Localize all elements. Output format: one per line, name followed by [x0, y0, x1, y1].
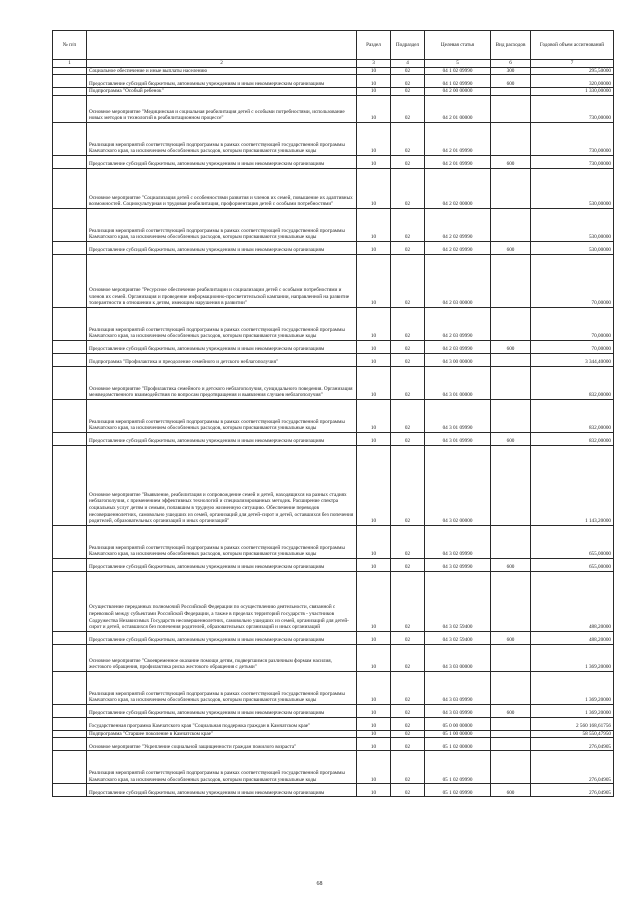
col-header-num: № п/п: [53, 31, 87, 60]
row-name: Основное мероприятие "Своевременное оказание помощи детям, подвергшимся различным формам насилия, жестокого обращения, профилактика риска жестокого обращения с детьми": [87, 644, 357, 671]
row-expense-type: 600: [491, 704, 531, 717]
col-number: 3: [357, 60, 391, 68]
row-num: [53, 704, 87, 717]
row-target-code: 04 2 02 00000: [425, 168, 491, 208]
row-expense-type: [491, 730, 531, 738]
row-target-code: 04 2 02 09990: [425, 241, 491, 254]
row-section: 10: [357, 122, 391, 155]
row-section: 10: [357, 558, 391, 571]
row-target-code: 04 2 01 00000: [425, 95, 491, 122]
row-amount: 655,00000: [531, 558, 614, 571]
row-expense-type: [491, 399, 531, 432]
row-subsection: 02: [391, 208, 425, 241]
row-section: 10: [357, 631, 391, 644]
row-amount: 1 330,00000: [531, 88, 614, 96]
row-num: [53, 445, 87, 525]
table-row: [53, 155, 614, 168]
row-name: Основное мероприятие "Ресурсное обеспечение реабилитации и социализации детей с особыми потребностями и членов их семей. Организация и проведение информационно-просветительской кампании, направленной на развитие толерантности в отношении к детям, имеющим нарушения в развитии": [87, 254, 357, 307]
row-section: 10: [357, 738, 391, 751]
row-expense-type: 600: [491, 432, 531, 445]
table-row: [53, 525, 614, 558]
row-amount: 832,00000: [531, 399, 614, 432]
row-expense-type: 600: [491, 558, 531, 571]
row-amount: 320,00000: [531, 75, 614, 88]
row-name: Предоставление субсидий бюджетным, автономным учреждениям и иным некоммерческим организациям: [87, 75, 357, 88]
row-num: [53, 254, 87, 307]
row-num: [53, 717, 87, 730]
row-section: 10: [357, 399, 391, 432]
row-section: 10: [357, 75, 391, 88]
row-name: Реализация мероприятий соответствующей подпрограммы в рамках соответствующей государственной программы Камчатского края, за исключением обособленных расходов, которым присваиваются уникальные коды: [87, 751, 357, 784]
row-num: [53, 399, 87, 432]
row-amount: 1 143,20000: [531, 445, 614, 525]
row-section: 10: [357, 366, 391, 399]
row-subsection: 02: [391, 571, 425, 631]
row-target-code: 04 2 00 00000: [425, 88, 491, 96]
row-target-code: 04 2 01 09990: [425, 122, 491, 155]
row-amount: 3 344,40000: [531, 353, 614, 366]
row-expense-type: [491, 122, 531, 155]
header-row: [53, 31, 614, 60]
row-subsection: 02: [391, 122, 425, 155]
budget-table: [52, 30, 614, 797]
table-row: [53, 88, 614, 96]
row-subsection: 02: [391, 644, 425, 671]
row-name: Социальное обеспечение и иные выплаты населению: [87, 67, 357, 75]
table-row: [53, 445, 614, 525]
table-body: [53, 67, 614, 797]
row-expense-type: [491, 738, 531, 751]
row-target-code: 04 2 03 09990: [425, 340, 491, 353]
row-amount: 1 369,20000: [531, 644, 614, 671]
row-name: Осуществление переданных полномочий Российской Федерации по осуществлению деятельности, связанной с перевозкой между субъектами Российской Федерации, а также в пределах территорий государств - участников Содружества Независимых Государств несовершеннолетних, самовольно ушедших из семей, организаций для детей-сирот и детей, оставшихся без попечения родителей, образовательных организаций и иных организаций: [87, 571, 357, 631]
table-row: [53, 122, 614, 155]
row-subsection: 02: [391, 631, 425, 644]
row-subsection: 02: [391, 168, 425, 208]
budget-table-sheet: [52, 30, 613, 797]
row-name: Предоставление субсидий бюджетным, автономным учреждениям и иным некоммерческим организациям: [87, 241, 357, 254]
row-subsection: 02: [391, 353, 425, 366]
row-target-code: 05 0 00 00000: [425, 717, 491, 730]
table-row: [53, 751, 614, 784]
column-number-row: [53, 60, 614, 68]
row-subsection: 02: [391, 525, 425, 558]
row-subsection: 02: [391, 445, 425, 525]
row-expense-type: [491, 751, 531, 784]
row-num: [53, 631, 87, 644]
row-expense-type: 600: [491, 784, 531, 797]
row-name: Реализация мероприятий соответствующей подпрограммы в рамках соответствующей государственной программы Камчатского края, за исключением обособленных расходов, которым присваиваются уникальные коды: [87, 307, 357, 340]
row-name: Предоставление субсидий бюджетным, автономным учреждениям и иным некоммерческим организациям: [87, 340, 357, 353]
row-target-code: 05 1 02 09990: [425, 784, 491, 797]
row-target-code: 04 3 03 00000: [425, 644, 491, 671]
row-expense-type: 600: [491, 340, 531, 353]
row-expense-type: [491, 571, 531, 631]
row-section: 10: [357, 307, 391, 340]
row-num: [53, 353, 87, 366]
row-subsection: 02: [391, 88, 425, 96]
row-num: [53, 730, 87, 738]
row-expense-type: [491, 671, 531, 704]
row-amount: 655,00000: [531, 525, 614, 558]
row-name: Предоставление субсидий бюджетным, автономным учреждениям и иным некоммерческим организациям: [87, 432, 357, 445]
row-section: 10: [357, 340, 391, 353]
row-target-code: 04 2 01 09990: [425, 155, 491, 168]
table-row: [53, 644, 614, 671]
row-name: Основное мероприятие "Укрепление социальной защищенности граждан пожилого возраста": [87, 738, 357, 751]
col-number: 6: [491, 60, 531, 68]
row-subsection: 02: [391, 95, 425, 122]
row-section: 10: [357, 241, 391, 254]
row-expense-type: [491, 445, 531, 525]
row-target-code: 04 1 02 09990: [425, 67, 491, 75]
col-header-section: Раздел: [357, 31, 391, 60]
row-amount: 2 560 168,61756: [531, 717, 614, 730]
row-section: 10: [357, 571, 391, 631]
row-amount: 70,00000: [531, 307, 614, 340]
row-subsection: 02: [391, 307, 425, 340]
row-subsection: 02: [391, 671, 425, 704]
row-num: [53, 432, 87, 445]
col-number: 2: [87, 60, 357, 68]
table-row: [53, 67, 614, 75]
row-amount: 730,00000: [531, 122, 614, 155]
row-expense-type: 600: [491, 75, 531, 88]
row-section: 10: [357, 784, 391, 797]
row-name: Основное мероприятие "Социализация детей с особенностями развития и членов их семей, повышение их адаптивных возможностей. Социокультурная и трудовая реабилитация, профориентация детей с особыми потребностями": [87, 168, 357, 208]
row-num: [53, 644, 87, 671]
col-header-exptype: Вид расходов: [491, 31, 531, 60]
row-num: [53, 67, 87, 75]
table-row: [53, 704, 614, 717]
row-name: Реализация мероприятий соответствующей подпрограммы в рамках соответствующей государственной программы Камчатского края, за исключением обособленных расходов, которым присваиваются уникальные коды: [87, 208, 357, 241]
table-row: [53, 631, 614, 644]
row-amount: 1 369,20000: [531, 704, 614, 717]
row-num: [53, 208, 87, 241]
row-amount: 530,00000: [531, 241, 614, 254]
row-expense-type: [491, 525, 531, 558]
row-target-code: 04 3 01 09990: [425, 399, 491, 432]
row-expense-type: 600: [491, 155, 531, 168]
row-num: [53, 241, 87, 254]
row-subsection: 02: [391, 155, 425, 168]
row-section: 10: [357, 704, 391, 717]
row-num: [53, 751, 87, 784]
table-row: [53, 307, 614, 340]
row-expense-type: [491, 254, 531, 307]
row-section: 10: [357, 95, 391, 122]
row-target-code: 04 1 02 09990: [425, 75, 491, 88]
row-name: Предоставление субсидий бюджетным, автономным учреждениям и иным некоммерческим организациям: [87, 631, 357, 644]
col-header-target: Целевая статья: [425, 31, 491, 60]
table-row: [53, 241, 614, 254]
table-row: [53, 340, 614, 353]
row-target-code: 05 1 02 00000: [425, 738, 491, 751]
row-target-code: 05 1 02 09990: [425, 751, 491, 784]
row-target-code: 04 3 01 00000: [425, 366, 491, 399]
row-num: [53, 168, 87, 208]
row-expense-type: [491, 353, 531, 366]
row-name: Предоставление субсидий бюджетным, автономным учреждениям и иным некоммерческим организациям: [87, 784, 357, 797]
row-target-code: 04 3 02 00000: [425, 445, 491, 525]
row-name: Предоставление субсидий бюджетным, автономным учреждениям и иным некоммерческим организациям: [87, 155, 357, 168]
row-subsection: 02: [391, 784, 425, 797]
row-name: Подпрограмма "Особый ребенок": [87, 88, 357, 96]
row-subsection: 02: [391, 704, 425, 717]
row-subsection: 02: [391, 738, 425, 751]
row-expense-type: [491, 95, 531, 122]
row-section: 10: [357, 67, 391, 75]
row-amount: 488,20000: [531, 571, 614, 631]
row-num: [53, 340, 87, 353]
row-section: 10: [357, 254, 391, 307]
row-num: [53, 784, 87, 797]
col-header-amount: Годовой объем ассигнований: [531, 31, 614, 60]
row-amount: 295,50000: [531, 67, 614, 75]
row-amount: 1 369,20000: [531, 671, 614, 704]
col-number: 7: [531, 60, 614, 68]
row-section: 10: [357, 751, 391, 784]
col-number: 4: [391, 60, 425, 68]
row-section: 10: [357, 445, 391, 525]
row-section: 10: [357, 525, 391, 558]
row-amount: 730,00000: [531, 155, 614, 168]
row-target-code: 04 3 02 09990: [425, 558, 491, 571]
col-number: 5: [425, 60, 491, 68]
row-num: [53, 307, 87, 340]
row-target-code: 04 3 02 09990: [425, 525, 491, 558]
row-name: Предоставление субсидий бюджетным, автономным учреждениям и иным некоммерческим организациям: [87, 704, 357, 717]
row-num: [53, 122, 87, 155]
row-expense-type: [491, 168, 531, 208]
row-expense-type: [491, 208, 531, 241]
row-amount: 488,20000: [531, 631, 614, 644]
row-section: 10: [357, 88, 391, 96]
row-section: 10: [357, 208, 391, 241]
table-row: [53, 366, 614, 399]
col-header-name: [87, 31, 357, 60]
row-expense-type: [491, 717, 531, 730]
row-name: Реализация мероприятий соответствующей подпрограммы в рамках соответствующей государственной программы Камчатского края, за исключением обособленных расходов, которым присваиваются уникальные коды: [87, 671, 357, 704]
row-target-code: 04 3 02 59400: [425, 631, 491, 644]
row-num: [53, 366, 87, 399]
row-subsection: 02: [391, 67, 425, 75]
table-row: [53, 254, 614, 307]
row-target-code: 04 2 03 00000: [425, 254, 491, 307]
row-amount: 276,04905: [531, 751, 614, 784]
row-subsection: 02: [391, 751, 425, 784]
row-amount: 730,00000: [531, 95, 614, 122]
table-row: [53, 558, 614, 571]
row-name: Реализация мероприятий соответствующей подпрограммы в рамках соответствующей государственной программы Камчатского края, за исключением обособленных расходов, которым присваиваются уникальные коды: [87, 122, 357, 155]
col-header-subsection: Подраздел: [391, 31, 425, 60]
row-num: [53, 571, 87, 631]
page-number: 68: [316, 881, 323, 887]
row-name: Основное мероприятие "Выявление, реабилитация и сопровождение семей и детей, находящихся на разных стадиях неблагополучия, с применением эффективных технологий и специализированных методик. Расширение спектра социальных услуг детям и семьям, попавшим в трудную жизненную ситуацию. Обеспечение переводов несовершеннолетних, самовольно ушедших из семей, организаций для детей-сирот и детей, оставшихся без попечения родителей, образовательных организаций и иных организаций": [87, 445, 357, 525]
row-section: 10: [357, 671, 391, 704]
row-expense-type: [491, 307, 531, 340]
table-row: [53, 168, 614, 208]
row-target-code: 04 2 03 09990: [425, 307, 491, 340]
row-amount: 276,04905: [531, 738, 614, 751]
table-row: [53, 75, 614, 88]
row-amount: 276,04905: [531, 784, 614, 797]
row-subsection: 02: [391, 75, 425, 88]
table-row: [53, 571, 614, 631]
table-row: [53, 784, 614, 797]
row-num: [53, 75, 87, 88]
row-name: Основное мероприятие "Профилактика семейного и детского неблагополучия, суицидального поведения. Организация межведомственного взаимодействия по вопросам предотвращения и выявления случаев неблагополучия": [87, 366, 357, 399]
row-expense-type: 600: [491, 241, 531, 254]
row-target-code: 04 2 02 09990: [425, 208, 491, 241]
row-num: [53, 95, 87, 122]
row-expense-type: [491, 88, 531, 96]
table-row: [53, 432, 614, 445]
row-amount: 70,00000: [531, 254, 614, 307]
row-amount: 530,00000: [531, 168, 614, 208]
row-section: 10: [357, 730, 391, 738]
row-subsection: 02: [391, 432, 425, 445]
row-num: [53, 88, 87, 96]
row-target-code: 05 1 00 00000: [425, 730, 491, 738]
row-target-code: 04 3 00 00000: [425, 353, 491, 366]
row-name: Реализация мероприятий соответствующей подпрограммы в рамках соответствующей государственной программы Камчатского края, за исключением обособленных расходов, которым присваиваются уникальные коды: [87, 399, 357, 432]
row-subsection: 02: [391, 399, 425, 432]
table-row: [53, 95, 614, 122]
row-amount: 832,00000: [531, 366, 614, 399]
row-num: [53, 738, 87, 751]
row-subsection: 02: [391, 241, 425, 254]
row-section: 10: [357, 168, 391, 208]
row-num: [53, 671, 87, 704]
row-name: Государственная программа Камчатского края "Социальная поддержка граждан в Камчатском крае": [87, 717, 357, 730]
table-row: [53, 738, 614, 751]
row-expense-type: [491, 366, 531, 399]
row-amount: 530,00000: [531, 208, 614, 241]
row-name: Основное мероприятие "Медицинская и социальная реабилитация детей с особыми потребностями, использование новых методов и технологий в реабилитационном процессе": [87, 95, 357, 122]
row-target-code: 04 3 03 09990: [425, 671, 491, 704]
row-subsection: 02: [391, 730, 425, 738]
row-expense-type: 600: [491, 631, 531, 644]
row-section: 10: [357, 353, 391, 366]
row-subsection: 02: [391, 340, 425, 353]
row-section: 10: [357, 717, 391, 730]
table-row: [53, 208, 614, 241]
table-row: [53, 399, 614, 432]
row-amount: 832,00000: [531, 432, 614, 445]
table-row: [53, 671, 614, 704]
row-expense-type: [491, 644, 531, 671]
row-num: [53, 558, 87, 571]
row-expense-type: 300: [491, 67, 531, 75]
row-name: Реализация мероприятий соответствующей подпрограммы в рамках соответствующей государственной программы Камчатского края, за исключением обособленных расходов, которым присваиваются уникальные коды: [87, 525, 357, 558]
row-subsection: 02: [391, 717, 425, 730]
row-subsection: 02: [391, 558, 425, 571]
row-target-code: 04 3 01 09990: [425, 432, 491, 445]
row-subsection: 02: [391, 366, 425, 399]
col-number: 1: [53, 60, 87, 68]
row-name: Предоставление субсидий бюджетным, автономным учреждениям и иным некоммерческим организациям: [87, 558, 357, 571]
row-name: Подпрограмма "Профилактика и преодоление семейного и детского неблагополучия": [87, 353, 357, 366]
row-section: 10: [357, 644, 391, 671]
row-target-code: 04 3 02 59400: [425, 571, 491, 631]
row-target-code: 04 3 03 09990: [425, 704, 491, 717]
row-section: 10: [357, 432, 391, 445]
row-amount: 70,00000: [531, 340, 614, 353]
row-subsection: 02: [391, 254, 425, 307]
row-name: Подпрограмма "Старшее поколение в Камчатском крае": [87, 730, 357, 738]
table-row: [53, 730, 614, 738]
table-row: [53, 717, 614, 730]
table-row: [53, 353, 614, 366]
row-num: [53, 155, 87, 168]
row-amount: 58 550,47950: [531, 730, 614, 738]
row-section: 10: [357, 155, 391, 168]
row-num: [53, 525, 87, 558]
